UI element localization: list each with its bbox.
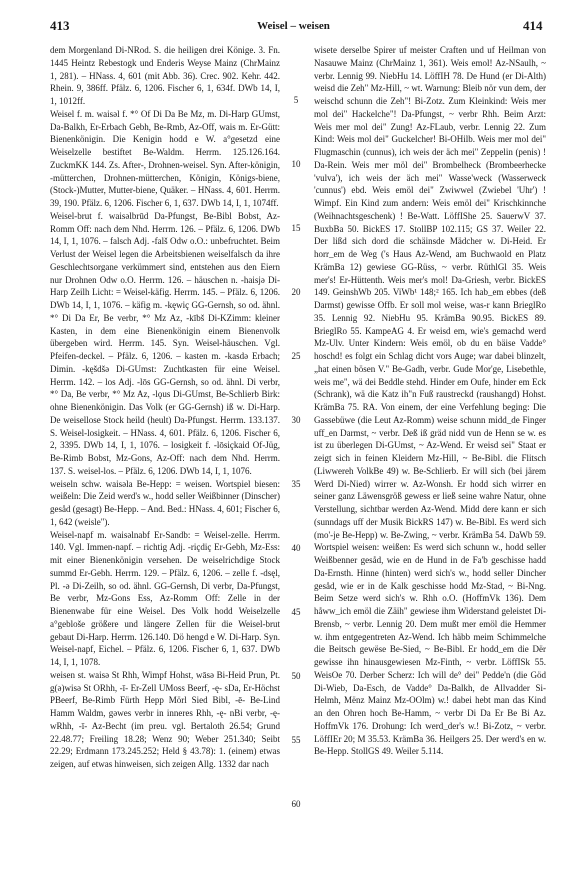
line-number: 25	[291, 351, 301, 361]
line-number: 10	[291, 159, 301, 169]
running-headword: Weisel – weisen	[257, 20, 330, 32]
dictionary-entry: Weisel-napf m. waisəlnabf Er-Sandb: = Weisel-zelle. Herrm. 140. Vgl. Immen-napf. – richtig Adj. -riçdiç Er-Gebh, Mz-Ess: mit einer Bienenkönigin versehen. De weiselrichdige Stock summd Er-Gebh. Herrm. 129. – Pfälz. 6, 1206. – zelle f. -dsęl, Pl. -ə Di-Zeilh, so od. ähnl. GG-Gernsh, Di verbr, Da-Pfungst, Be verbr, Mz-Gons Ess, Az-Romm Off: Zelle in der Bienenwabe für eine Weisel. Des Volk hodd Weiselzelle a°gebloše größere und längere Zellen für die Weisel-brut gebaut Di-Harp. Herrm. 126.140. Dö hengd e W. Di-Harp. Syn. Weisel-napf, Eichel. – Pfälz. 6, 1206. Fischer 6, 1, 637. DWb 14, I, 1, 1078.	[50, 529, 280, 667]
line-number: 55	[291, 735, 301, 745]
line-number: 35	[291, 479, 301, 489]
line-number: 20	[291, 287, 301, 297]
line-number: 15	[291, 223, 301, 233]
dictionary-entry: Weisel-brut f. waisəlbrūd Da-Pfungst, Be-Bibl Bobst, Az-Romm Off: nach dem Nhd. Herrm. 126. – Pfälz. 6, 1206. DWb 14, I, 1, 1076. – falsch Adj. -falš Odw o.O.: unbefruchtet. Beim Verlust der Weisel legen die Arbeitsbienen weiselfalsch da ihre Geschlechtsorgane verkümmert sind, entstehen aus den Eiern nur Drohnen Odw o.O. Herrm. 126. – häuschen n. -haisjə Di-Harp Zeilh Licht: = Weisel-käfig. Herrm. 145. – Pfälz. 6, 1206. DWb 14, I, 1, 1076. – käfig m. -kęwiç GG-Gernsh, so od. ähnl. *° Di Da Er, Be verbr, *° Mz Az, -kībš Di-KZimm: kleiner Kasten, in dem eine Bienenkönigin einem Bienenvolk übergeben wird. Herrm. 145. Syn. Weisel-häuschen. Vgl. Pfeifen-deckel. – Pfälz. 6, 1206. – kasten m. -kasdə Erbach; Dimin. -kęšdšə Di-GUmst: Zuchtkasten für eine Weisel. Herrm. 142. – los Adj. -lōs GG-Gernsh, so od. ähnl. Di verbr, *° Da, Be verbr, *° Mz Az, -lǫus Di-GUmst, Be-Schlierb Birk: ohne Bienenkönigin. Das Volk (er GG-Gernsh) iß w. Di-Harp. De weisellose Stock heild (heult) Da-Pfungst. Herrm. 133.137. S. Weisel-losigkeit. – HNass. 4, 601. Pfälz. 6, 1206. Fischer 6, 2, 3395. DWb 14, I, 1, 1076. – losigkeit f. -lōsiçkaid Of-Jüg, Be-Rimb Bobst, Mz-Gons, Az-Off: nach dem Nhd. Herrm. 137. S. weisel-los. – Pfälz. 6, 1206. DWb 14, I, 1, 1076.	[50, 210, 280, 476]
dictionary-entry: dem Morgenland Di-NRod. S. die heiligen drei Könige. 3. Fn. 1445 Heintz Rebestogk und Enderis Weyse Mainz (ChrMainz 1, 281). – HNass. 4, 601 (mit Abb. 36). Crec. 902. Kehr. 442. Rhein. 9, 386ff. Pfälz. 6, 1206. Fischer 6, 1, 634f. DWb 14, I, 1, 1012ff.	[50, 45, 280, 106]
page-number-right: 414	[523, 18, 543, 33]
line-number: 60	[291, 799, 301, 809]
dictionary-entry: Weisel f. m. waisəl f. *° Of Di Da Be Mz, m. Di-Harp GUmst, Da-Balkh, Er-Erbach Gebh, Be-Rmb, Az-Off, wais m. Er-Gütt: Bienenkönigin. Die Kenigin hodd e W. a°gesetzd eine Weiselzelle bestiftet Be-Waldm. Herrm. 125.126.164. ZuckmKK 144. Zs. After-, Drohnen-weisel. Syn. After-königin, -mütterchen, Drohnen-mütterchen, Königin, Königs-biene, (Stock-)Mutter, Mutter-biene, Quäker. – HNass. 4, 601. Herrm. 39, 190. Pfälz. 6, 1206. Fischer 6, 1, 637. DWb 14, I, 1, 1074ff.	[50, 108, 280, 208]
dictionary-entry: weisen st. waisə St Rhh, Wimpf Hohst, wāsə Bi-Heid Prun, Pt. g(ə)wisə St ORhh, -ī- Er-Zell UMoss Beerf, -ę- sDa, Er-Höchst PBeerf, Be-Rimb Fürth Hepp Mörl Sied Bibl, -ē- Be-Lind Hamm Waldm, gəwes verbr in inneres Rhh, -ę- nBi verbr, -ę- wRhh, -ī- Az-Becht (im preu. vgl. Bertaloth 26.54; Grund 22.48.77; Freiling 18.28; Wenz 90; Weber 251.340; Seibt 22.29; Erdmann 173.245.252; Held § 43.78): 1. (einem) etwas zeigen, auf etwas hinweisen, sich zeigen Allg. 1332 dar nach	[50, 669, 280, 769]
right-column	[314, 44, 546, 864]
left-column	[50, 44, 280, 864]
line-number: 50	[291, 671, 301, 681]
page-number-left: 413	[50, 18, 70, 33]
page-header	[0, 0, 587, 44]
dictionary-entry: weiseln schw. waisəlа Be-Hepp: = weisen. Wortspiel biesen: weißeln: Die Zeid werd's w., hodd seller Weißbinner (Dinscher) gesåd (gesagt) Be-Hepp. – And. Bed.: HNass. 4, 601; Fischer 6, 1, 642 (weisle").	[50, 478, 280, 527]
line-number: 5	[293, 95, 299, 105]
line-number-gutter	[284, 44, 308, 864]
dictionary-entry: wisete derselbe Spirer uf meister Craften und uf Heilman von Nasauwe Mainz (ChrMainz 1, 361). Weis emol! Az-NSaulh, ~ verbr. Lennig 99. NiebHu 14. LöffIH 78. De Hund (er Di-Alth) weisd die Zeh" Mz-Hill, ~ wt. Warnung: Bleib nör vun dem, der weischd schunn die Zeh"! Bi-Zotz. Zum Kleinkind: Weis mer mol dei" Hackelche"! Da-Pfungst, ~ verbr Rhh. Beim Arzt: Weis mer mol dei" Zung! Az-FLaub, verbr. Lennig 22. Zum Kind: Weis mol dei" Guckelcher! Bi-OHilb. Weis mer mol dei" Flugmaschin (cunnus), ich weis der äch mei" Zeppelin (penis) ! Da-Rein. Weis mer möl dei" Brombelheck (Brombeerhecke 'vulva'), ich weis der äch mei" Wasse'weck (Wasserweck 'cunnus') ebd. Weis emöl dei" Zwiwwel (Zwiebel 'Uhr') ! Wimpf. Ein Kind zum andern: Weis emöl dei" Krischkinnche (Weihnachtsgeschenk) ! Be-Watt. LöffIShe 25. SauerwV 37. BuxbBa 50. BickES 17. StollBP 102.115; GS 37. Weiler 22. Der lißd sich dord die schäinsde Mädcher w. Di-Heid. Er horr_em de Weg ('s Haus Az-Wend, am Buchwaold en Platz KrämBa 12) gewiese GG-Rüss, ~ verbr. RüthlGl 35. Weis mer's! Er-Hüttenth. Weis mer's mol! Da-Griesh, verbr. BickES 149. GeinshWb 205. ViWb¹ 148;² 165. Ich hab_em ebbes (deß Darmst) gewisse Offb. Er soll mol weise, was-r kann BrieglRo 35. Lennig 92. NiebHu 95. KrämBa 90.95. BickES 89. BrieglRo 55. KampeAG 4. Er weisd em, wie's gemachd werd Mz-Ulv. Unter Kindern: Weis emöl, ob du en bäise Vadde° hoschd! es folgt ein Schlag dicht vors Auge; war dabei blinzelt, „hat einen bösen V." Be-Gadh, verbr. Gude Mor'ge, Lisebethle, weis me", wä dei Beddle stehd. Hinder em Oufe, hinder em Eck (Schrank), wä die Katz ih"n Fuß raustreckd (raushangd) Hohst. KrämBa 75. RA. Von einem, der eine Verfehlung beging: Die Gassebüwe (die Leut Az-Romm) weise schunn midd_de Finger uff_en Darmst, ~ verbr. Deß iß gräd nidd vun de Henn se w. es ist zu überlegen Di-GUmst, ~ Az-Wend. Er weisd sei" Staat er zeigt sich in feinen Kleidern Mz-Hill, ~ Be-Bibl. die Flitsch (Liwwereh VolkBe 49) w. Be-Schlierb. Er will sich (bei järem Werd Di-Nied) wirrer w. Az-Wonsh. Er hodd sich wirrer en seiner ganz Läwensgröß gewess er ließ seine wahre Natur, ohne Verstellung, sichtbar werden Az-Wend. Midd dere kann er sich (sunndags uff der Musik BickRS 147) w. Be-Bibl. Es werd sich (mo'-je Be-Hepp) w. Be-Zwing, ~ verbr. KrämBa 54. DaWb 59. Wortspiel weisen: weißen: Es werd sich schunn w., hodd seller Weißbenner gesåd, wie en de Hund in de Fa'b geschisse hadd Da-Ernsth. Hinne (hinten) werd sich's w., hodd seller Dincher gesåd, wie er in de Kalk geschisse hodd Mz-Stad, ~ Bi-Nng. Beim Setze werd sich's w. Rhh o.O. (HoffmVk 136). Dem håww_ich emöl die Zäih" gewiese ihm Widerstand geleistet Di-Brensb, ~ verbr. Lennig 20. Dem mußt mer emöl die Hemmer w. ihm entgegentreten Az-Wend. Ich häbb meim Schimmelche die Beitsch gewëse Be-Sied, ~ Be-Bibl. Er hodd_em die Dër gewisse ihn hinausgewiesen Mz-Finth, ~ verbr. LöffISk 55. WeisOe 70. Derber Scherz: Ich will de° dei" Pedde'n (die Göd Di-Wieb, Da-Esch, de Vadde° Da-Balkh, de Allvadder Si-Helmh, Mënz Mainz Mz-OOlm) w.! dabei hebt man das Kind an den Ohren hoch Be-Hamm, ~ verbr Di Da Er Be Bi Az. HoffmVk 176. Drohung: Ich werd_der's w.! Bi-Zotz, ~ verbr. LöffIEr 20; M 35.53. KrämBa 36. Heilgers 25. Der werd's en w. Be-Hepp. StollGS 49. Weiler 5.114.	[314, 45, 546, 757]
line-number: 40	[291, 543, 301, 553]
line-number: 30	[291, 415, 301, 425]
line-number: 45	[291, 607, 301, 617]
